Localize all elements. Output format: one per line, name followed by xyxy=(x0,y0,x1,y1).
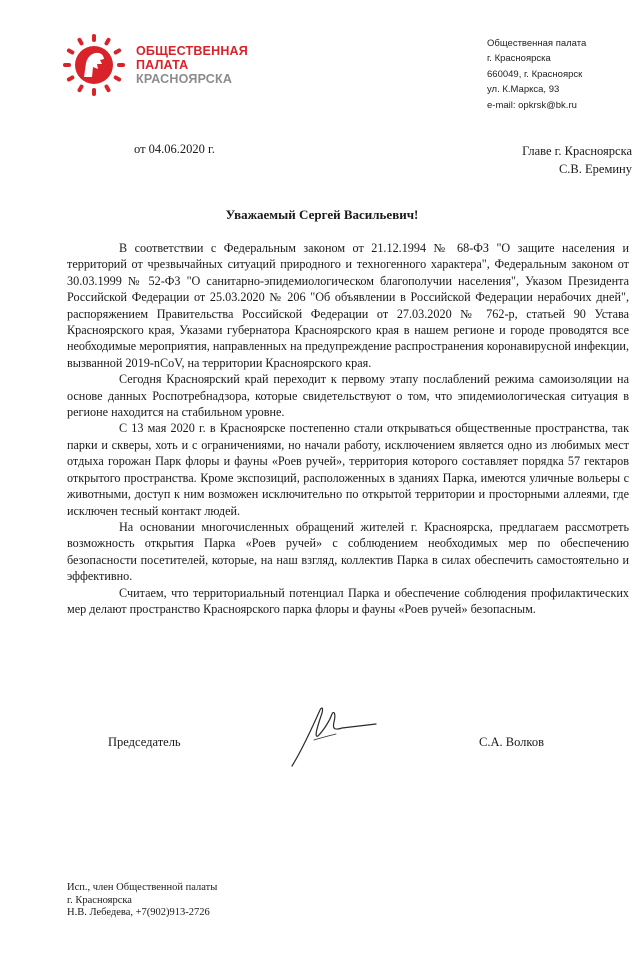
paragraph: В соответствии с Федеральным законом от 21.12.1994 № 68-ФЗ "О защите населения и территорий от чрезвычайных ситуаций природного и техногенного характера", Федеральным законом от 30.03.1999 № 52-ФЗ "О санитарно-эпидемиологическом благополучии населения", Указом Президента Российской Федерации от 25.03.2020 № 206 "Об объявлении в Российской Федерации нерабочих дней", распоряжением Правительства Российской Федерации от 27.03.2020 № 762-р, статьей 90 Устава Красноярского края, Указами губернатора Красноярского края в нашем регионе и городе проводятся все необходимые мероприятия, направленных на предупреждение распространения коронавирусной инфекции, вызванной 2019-nCoV, на территории Красноярского края. xyxy=(67,241,630,370)
letterhead-logo xyxy=(54,30,304,100)
signer-title: Председатель xyxy=(108,735,181,749)
executor-line: г. Красноярска xyxy=(67,894,132,906)
contact-line: Общественная палата xyxy=(487,38,587,49)
executor-contact: Н.В. Лебедева, +7(902)913-2726 xyxy=(67,907,210,918)
contact-block xyxy=(487,36,586,113)
org-name-line2: ПАЛАТА xyxy=(136,58,189,72)
contact-line: г. Красноярска xyxy=(487,53,551,65)
lion-emblem-icon xyxy=(62,33,126,97)
letter-body xyxy=(67,240,629,617)
contact-line: ул. К.Маркса, 93 xyxy=(487,84,560,96)
org-name-line1: ОБЩЕСТВЕННАЯ xyxy=(136,44,248,58)
executor-line: Исп., член Общественной палаты xyxy=(67,882,218,893)
paragraph: Сегодня Красноярский край переходит к первому этапу послаблений режима самоизоляции на основе данных Роспотребнадзора, которые свидетельствуют о том, что эпидемиологическая ситуация в регионе находится на стабильном уровне. xyxy=(67,372,629,420)
paragraph: С 13 мая 2020 г. в Красноярске постепенно стали открываться общественные пространства, так парки и скверы, хоть и с ограничениями, но начали работу, исключением является одно из любимых мест отдыха горожан Парк флоры и фауны «Роев ручей», территория которого составляет порядка 57 гектаров открытого пространства. Кроме экспозиций, расположенных в зданиях Парка, имеются уличные вольеры с животными, доступ к ним возможен исключительно по открытой территории и просторными аллеями, где исключен тесный контакт людей. xyxy=(67,421,629,518)
executor-block xyxy=(67,882,217,920)
handwritten-signature xyxy=(284,700,380,770)
paragraph: Считаем, что территориальный потенциал Парка и обеспечение соблюдения профилактических мер делают пространство Красноярского парка флоры и фауны «Роев ручей» безопасным. xyxy=(67,585,629,616)
contact-line: 660049, г. Красноярск xyxy=(487,68,583,80)
addressee-block xyxy=(522,142,632,178)
contact-email: e-mail: opkrsk@bk.ru xyxy=(487,99,577,111)
addressee-line: Главе г. Красноярска xyxy=(522,144,632,158)
signer-name: С.А. Волков xyxy=(479,735,544,749)
letter-date: от 04.06.2020 г. xyxy=(134,142,215,156)
org-name-line3: КРАСНОЯРСКА xyxy=(136,72,233,86)
addressee-name: С.В. Еремину xyxy=(558,162,632,176)
greeting: Уважаемый Сергей Васильевич! xyxy=(225,207,419,222)
paragraph: На основании многочисленных обращений жителей г. Красноярска, предлагаем рассмотреть возможность открытия Парка «Роев ручей» с соблюдением необходимых мер по обеспечению безопасности посетителей, которые, на наш взгляд, коллектив Парка в силах обеспечить самостоятельно и эффективно. xyxy=(67,519,629,584)
